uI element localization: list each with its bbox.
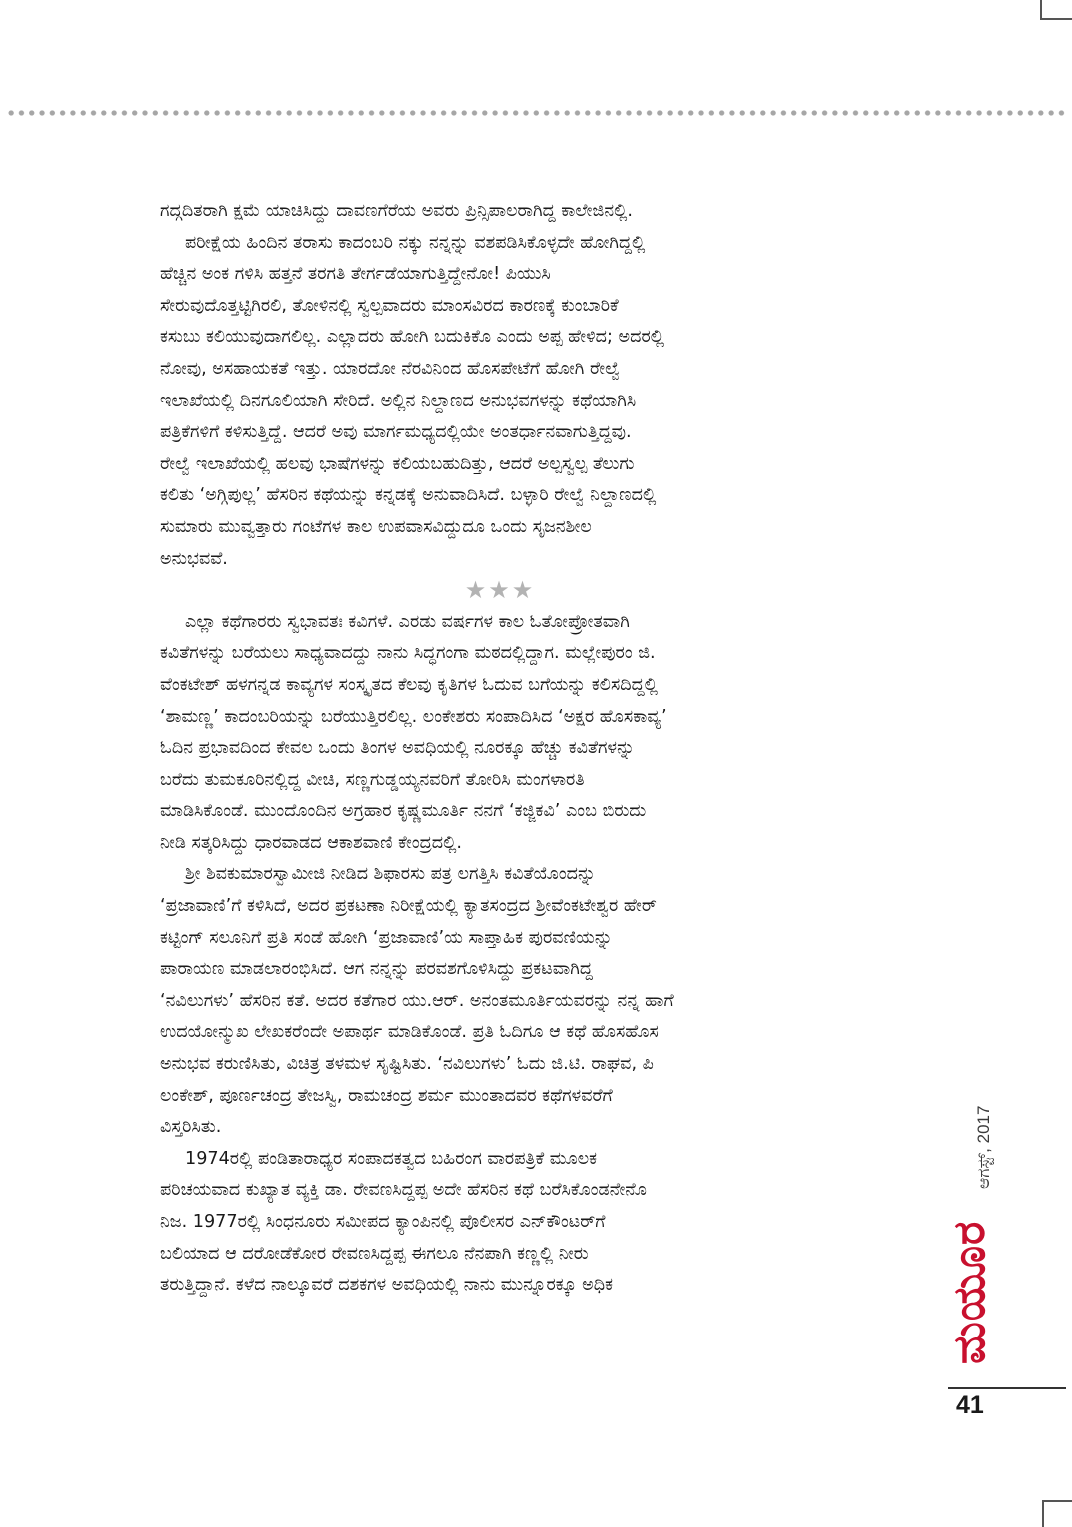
text-line: ಪತ್ರಿಕೆಗಳಿಗೆ ಕಳಿಸುತ್ತಿದ್ದೆ. ಆದರೆ ಅವು ಮಾರ್ಗಮಧ್ಯದಲ್ಲಿಯೇ ಅಂತರ್ಧಾನವಾಗುತ್ತಿದ್ದವು.: [160, 422, 632, 443]
text-line: ‘ಪ್ರಜಾವಾಣಿ’ಗೆ ಕಳಿಸಿದೆ, ಅದರ ಪ್ರಕಟಣಾ ನಿರೀಕ್ಷೆಯಲ್ಲಿ ಕ್ಯಾತಸಂದ್ರದ ಶ್ರೀವೆಂಕಟೇಶ್ವರ ಹೇರ್: [160, 896, 657, 917]
text-line: 1974ರಲ್ಲಿ ಪಂಡಿತಾರಾಧ್ಯರ ಸಂಪಾದಕತ್ವದ ಬಹಿರಂಗ ವಾರಪತ್ರಿಕೆ ಮೂಲಕ: [185, 1148, 598, 1169]
text-line: ಮಾಡಿಸಿಕೊಂಡೆ. ಮುಂದೊಂದಿನ ಅಗ್ರಹಾರ ಕೃಷ್ಣಮೂರ್ತಿ ನನಗೆ ‘ಕಜ್ಜಿಕವಿ’ ಎಂಬ ಬಿರುದು: [160, 801, 647, 822]
text-line: ಕಟ್ಟಿಂಗ್ ಸಲೂನಿಗೆ ಪ್ರತಿ ಸಂಡೆ ಹೋಗಿ ‘ಪ್ರಜಾವಾಣಿ’ಯ ಸಾಪ್ತಾಹಿಕ ಪುರವಣಿಯನ್ನು: [160, 927, 613, 948]
text-line: ಪರೀಕ್ಷೆಯ ಹಿಂದಿನ ತರಾಸು ಕಾದಂಬರಿ ನಕ್ಕು ನನ್ನನ್ನು ವಶಪಡಿಸಿಕೊಳ್ಳದೇ ಹೋಗಿದ್ದಲ್ಲಿ: [185, 232, 646, 253]
text-line: ಕಲಿತು ‘ಅಗ್ಗಿಪುಲ್ಲ’ ಹೆಸರಿನ ಕಥೆಯನ್ನು ಕನ್ನಡಕ್ಕೆ ಅನುವಾದಿಸಿದೆ. ಬಳ್ಳಾರಿ ರೇಲ್ವೆ ನಿಲ್ದಾಣದಲ್ಲಿ: [160, 485, 657, 506]
dotted-divider: [6, 110, 1068, 116]
text-line: ತರುತ್ತಿದ್ದಾನೆ. ಕಳೆದ ನಾಲ್ಕೂವರೆ ದಶಕಗಳ ಅವಧಿಯಲ್ಲಿ ನಾನು ಮುನ್ನೂರಕ್ಕೂ ಅಧಿಕ: [160, 1275, 614, 1296]
text-line: ಬರೆದು ತುಮಕೂರಿನಲ್ಲಿದ್ದ ವೀಚಿ, ಸಣ್ಣಗುಡ್ಡಯ್ಯನವರಿಗೆ ತೋರಿಸಿ ಮಂಗಳಾರತಿ: [160, 769, 585, 790]
text-line: ನಿಜ. 1977ರಲ್ಲಿ ಸಿಂಧನೂರು ಸಮೀಪದ ಕ್ಯಾಂಪಿನಲ್ಲಿ ಪೊಲೀಸರ ಎನ್‌ಕೌಂಟರ್‌ಗೆ: [160, 1212, 606, 1232]
text-line: ಪರಿಚಯವಾದ ಕುಖ್ಯಾತ ವ್ಯಕ್ತಿ ಡಾ. ರೇವಣಸಿದ್ದಪ್ಪ ಅದೇ ಹೆಸರಿನ ಕಥೆ ಬರೆಸಿಕೊಂಡನೇನೊ: [160, 1180, 647, 1201]
text-line: ಹೆಚ್ಚಿನ ಅಂಕ ಗಳಿಸಿ ಹತ್ತನೆ ತರಗತಿ ತೇರ್ಗಡೆಯಾಗುತ್ತಿದ್ದೇನೋ! ಪಿಯುಸಿ: [160, 264, 551, 285]
text-line: ರೇಲ್ವೆ ಇಲಾಖೆಯಲ್ಲಿ ಹಲವು ಭಾಷೆಗಳನ್ನು ಕಲಿಯಬಹುದಿತ್ತು, ಆದರೆ ಅಲ್ಪಸ್ವಲ್ಪ ತೆಲುಗು: [160, 453, 635, 474]
text-line: ಉದಯೋನ್ಮುಖ ಲೇಖಕರೆಂದೇ ಅಪಾರ್ಥ ಮಾಡಿಕೊಂಡೆ. ಪ್ರತಿ ಓದಿಗೂ ಆ ಕಥೆ ಹೊಸಹೊಸ: [160, 1022, 659, 1043]
text-line: ಅನುಭವ ಕರುಣಿಸಿತು, ವಿಚಿತ್ರ ತಳಮಳ ಸೃಷ್ಟಿಸಿತು. ‘ನವಿಲುಗಳು’ ಓದು ಜಿ.ಟಿ. ರಾಘವ, ಪಿ: [160, 1054, 654, 1075]
magazine-logo-text: ಮಯೂರ: [944, 1220, 995, 1364]
text-line: ಸುಮಾರು ಮುವ್ವತ್ತಾರು ಗಂಟೆಗಳ ಕಾಲ ಉಪವಾಸವಿದ್ದುದೂ ಒಂದು ಸೃಜನಶೀಲ: [160, 516, 592, 537]
text-line: ಪಾರಾಯಣ ಮಾಡಲಾರಂಭಿಸಿದೆ. ಆಗ ನನ್ನನ್ನು ಪರವಶಗೊಳಿಸಿದ್ದು ಪ್ರಕಟವಾಗಿದ್ದ: [160, 959, 593, 980]
page-number: 41: [956, 1391, 984, 1419]
text-line: ನೋವು, ಅಸಹಾಯಕತೆ ಇತ್ತು. ಯಾರದೋ ನೆರವಿನಿಂದ ಹೊಸಪೇಟೆಗೆ ಹೋಗಿ ರೇಲ್ವೆ: [160, 358, 621, 379]
text-line: ಸೇರುವುದೊತ್ತಟ್ಟಿಗಿರಲಿ, ತೋಳಿನಲ್ಲಿ ಸ್ವಲ್ಪವಾದರು ಮಾಂಸವಿರದ ಕಾರಣಕ್ಕೆ ಕುಂಬಾರಿಕೆ: [160, 295, 619, 316]
article-body: [160, 196, 920, 1302]
text-line: ಶ್ರೀ ಶಿವಕುಮಾರಸ್ವಾಮೀಜಿ ನೀಡಿದ ಶಿಫಾರಸು ಪತ್ರ ಲಗತ್ತಿಸಿ ಕವಿತೆಯೊಂದನ್ನು: [185, 864, 596, 885]
text-line: ಕಸುಬು ಕಲಿಯುವುದಾಗಲಿಲ್ಲ. ಎಲ್ಲಾದರು ಹೋಗಿ ಬದುಕಿಕೊ ಎಂದು ಅಪ್ಪ ಹೇಳಿದ; ಅದರಲ್ಲಿ: [160, 327, 665, 348]
text-line: ಇಲಾಖೆಯಲ್ಲಿ ದಿನಗೂಲಿಯಾಗಿ ಸೇರಿದೆ. ಅಲ್ಲಿನ ನಿಲ್ದಾಣದ ಅನುಭವಗಳನ್ನು ಕಥೆಯಾಗಿಸಿ: [160, 390, 637, 411]
text-line: ಬಲಿಯಾದ ಆ ದರೋಡೆಕೋರ ರೇವಣಸಿದ್ದಪ್ಪ ಈಗಲೂ ನೆನಪಾಗಿ ಕಣ್ಣಲ್ಲಿ ನೀರು: [160, 1243, 589, 1264]
text-line: ವಿಸ್ತರಿಸಿತು.: [160, 1117, 222, 1138]
text-line: ‘ನವಿಲುಗಳು’ ಹೆಸರಿನ ಕತೆ. ಅದರ ಕತೆಗಾರ ಯು.ಆರ್. ಅನಂತಮೂರ್ತಿಯವರನ್ನು ನನ್ನ ಹಾಗೆ: [160, 990, 674, 1011]
text-line: ಗದ್ಗದಿತರಾಗಿ ಕ್ಷಮೆ ಯಾಚಿಸಿದ್ದು ದಾವಣಗೆರೆಯ ಅವರು ಪ್ರಿನ್ಸಿಪಾಲರಾಗಿದ್ದ ಕಾಲೇಜಿನಲ್ಲಿ.: [160, 201, 633, 221]
section-divider-stars: ★★★: [464, 576, 536, 605]
text-line: ವೆಂಕಟೇಶ್ ಹಳಗನ್ನಡ ಕಾವ್ಯಗಳ ಸಂಸ್ಕೃತದ ಕೆಲವು ಕೃತಿಗಳ ಓದುವ ಬಗೆಯನ್ನು ಕಲಿಸದಿದ್ದಲ್ಲಿ: [160, 674, 658, 695]
text-line: ‘ಶಾಮಣ್ಣ’ ಕಾದಂಬರಿಯನ್ನು ಬರೆಯುತ್ತಿರಲಿಲ್ಲ. ಲಂಕೇಶರು ಸಂಪಾದಿಸಿದ ‘ಅಕ್ಷರ ಹೊಸಕಾವ್ಯ’: [160, 706, 667, 727]
text-line: ಓದಿನ ಪ್ರಭಾವದಿಂದ ಕೇವಲ ಒಂದು ತಿಂಗಳ ಅವಧಿಯಲ್ಲಿ ನೂರಕ್ಕೂ ಹೆಚ್ಚು ಕವಿತೆಗಳನ್ನು: [160, 738, 635, 759]
crop-mark-bottom: [1042, 1500, 1072, 1527]
text-line: ಅನುಭವವೆ.: [160, 548, 228, 569]
text-line: ಕವಿತೆಗಳನ್ನು ಬರೆಯಲು ಸಾಧ್ಯವಾದದ್ದು ನಾನು ಸಿದ್ಧಗಂಗಾ ಮಠದಲ್ಲಿದ್ದಾಗ. ಮಲ್ಲೇಪುರಂ ಜಿ.: [160, 643, 656, 664]
text-line: ನೀಡಿ ಸತ್ಕರಿಸಿದ್ದು ಧಾರವಾಡದ ಆಕಾಶವಾಣಿ ಕೇಂದ್ರದಲ್ಲಿ.: [160, 832, 463, 853]
text-line: ಲಂಕೇಶ್, ಪೂರ್ಣಚಂದ್ರ ತೇಜಸ್ವಿ, ರಾಮಚಂದ್ರ ಶರ್ಮ ಮುಂತಾದವರ ಕಥೆಗಳವರೆಗೆ: [160, 1085, 613, 1106]
issue-date-text: ಆಗಸ್ಟ್, 2017: [974, 1105, 993, 1189]
crop-mark-top: [1040, 0, 1072, 20]
text-line: ಎಲ್ಲಾ ಕಥೆಗಾರರು ಸ್ವಭಾವತಃ ಕವಿಗಳೆ. ಎರಡು ವರ್ಷಗಳ ಕಾಲ ಓತೋಪ್ರೋತವಾಗಿ: [185, 611, 630, 632]
